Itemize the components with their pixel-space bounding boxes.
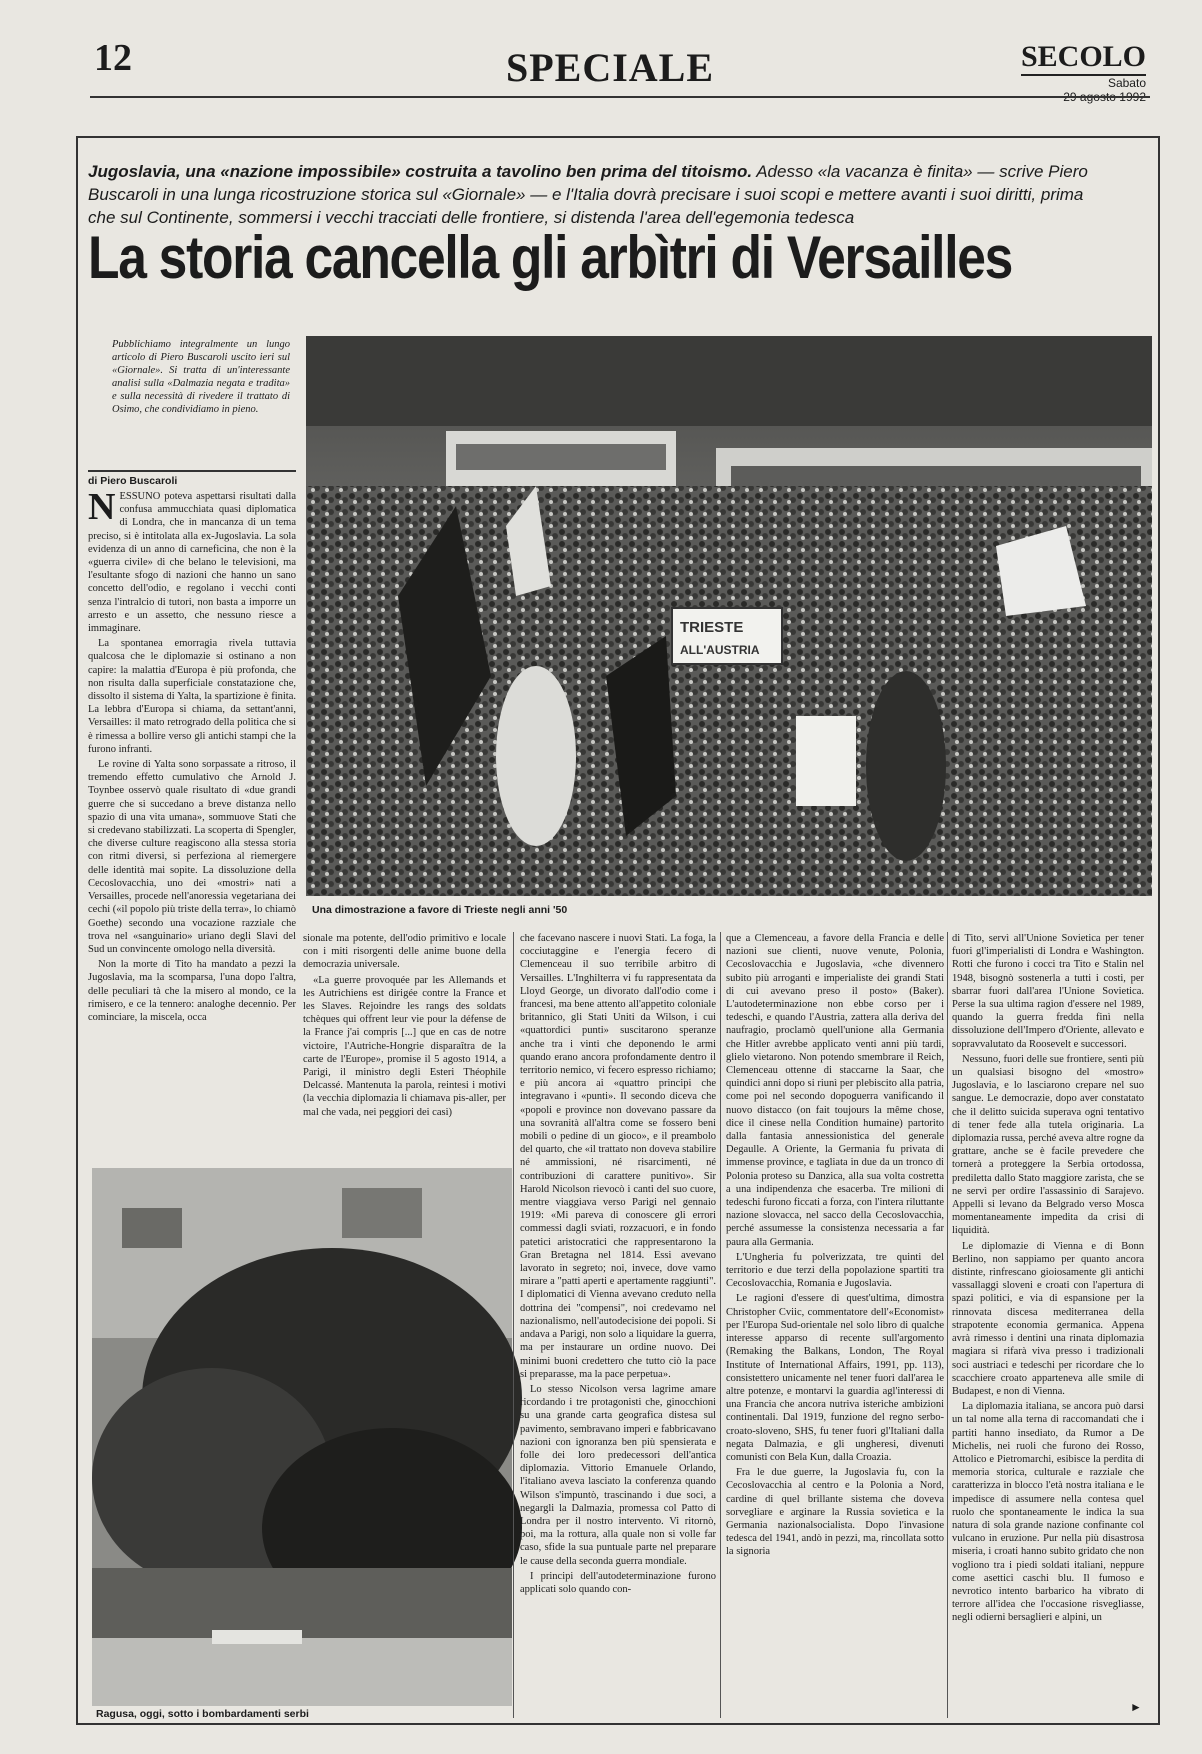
paragraph: I principi dell'autodeterminazione furono applicati solo quando con- xyxy=(520,1570,716,1595)
paragraph: L'Ungheria fu polverizzata, tre quinti del territorio e due terzi della popolazione spartiti tra Cecoslovacchia, Romania e Jugoslavia. xyxy=(726,1251,944,1290)
top-photo-caption: Una dimostrazione a favore di Trieste negli anni '50 xyxy=(312,904,568,916)
paragraph: La diplomazia italiana, se ancora può darsi un tal nome alla terna di raccomandati che i partiti hanno insediato, da Rumor a De Michelis, nei ruoli che furono dei Rosso, Attolico e Pietromarchi, esibisce la perdita di memoria storica, culturale e razziale che caratterizza in blocco l'età nostra italiana e le impedisce di assumere nella contesa quel ruolo che spontaneamente le indica la sua natura di sola grande nazione confinante col vulcano in eruzione. Pur nella più disastrosa miseria, i croati hanno subito gridato che non vogliono tra i piedi soldati italiani, neppure come asettici caschi blu. Il fumoso e nevrotico intento barbarico ha vibrato di terrore all'idea che l'occasione risvegliasse, negli odierni bersaglieri e alpini, un xyxy=(952,1401,1144,1624)
paragraph: Fra le due guerre, la Jugoslavia fu, con la Cecoslovacchia al centro e la Polonia a Nord, cardine di quel brillante sistema che doveva sorvegliare e arginare la Russia sovietica e la Germania nazionalsocialista. Dopo l'invasione tedesca del 1941, andò in pezzi, ma, rincollata sotto la signoria xyxy=(726,1467,944,1558)
paragraph: «La guerre provoquée par les Allemands et les Autrichiens est dirigée contre la France et les Slaves. Rejoindre les rangs des soldats tchèques qui offrent leur vie pour la défense de la France j'ai compris [...] que en cas de notre victoire, l'Autriche-Hongrie disparaîtra de la carte de l'Europe», promise il 5 agosto 1914, a Parigi, il ministro degli Esteri Théophile Delcassé. Mantenuta la parola, reintesi i motivi (la vecchia diplomazia li chiamava pis-aller, per mal che vada, nei peggiori dei casi) xyxy=(303,974,506,1118)
headline: La storia cancella gli arbìtri di Versailles xyxy=(88,224,1013,291)
article-kicker xyxy=(88,160,1088,229)
column-divider xyxy=(947,932,948,1718)
ragusa-photo xyxy=(92,1168,512,1706)
paragraph: Le diplomazie di Vienna e di Bonn Berlino, non sappiamo per quanto ancora distinte, rinfrescano gioiosamente gli antichi vassallaggi sloveni e croati con l'apertura di spazi politici, e via di espansione per la rinnovata discesa mediterranea della strapotente economia germanica. Appena avrà rimesso i dentini una rinata diplomazia magiara si rifarà viva presso i tradizionali soci austriaci e tedeschi per ricordare che lo scacchiere croato apparteneva alle smile di Budapest, e non di Vienna. xyxy=(952,1240,1144,1397)
paragraph: que a Clemenceau, a favore della Francia e delle nazioni sue clienti, nuove venute, Polonia, Cecoslovacchia e Jugoslavia, «che divennero subito più arroganti e imperialiste dei grandi Stati di cui avevano preso il posto» (Baker). L'autodeterminazione non ebbe corso per i tedeschi, e quando l'Austria, zattera alla deriva del naufragio, proclamò quell'unione alla Germania che Hitler avrebbe applicato venti anni più tardi, glielo vietarono. Non potendo smembrare il Reich, Clemenceau ottenne di staccarne la Saar, che quindici anni dopo si riunì per plebiscito alla patria, come poi nel secondo dopoguerra vanificando il nuovo distacco (on fait toujours la même chose, dice il cinese nella Condition humaine) partorito dalla fantasia annessionistica del generale Degaulle. A Oriente, la Germania fu privata di immense province, e tagliata in due da un tronco di Polonia proteso su Danzica, alla sua volta costretta a una indipendenza che esacerba. Tre milioni di tedeschi furono ficcati a forza, con l'intera riluttante nazione slovacca, nel sacco della Cecoslovacchia, perché assumesse la consistenza necessaria a far paura alla Germania. xyxy=(726,933,944,1248)
sign-line-1: TRIESTE xyxy=(680,619,744,636)
paragraph: Le rovine di Yalta sono sorpassate a ritroso, il tremendo effetto cumulativo che Arnold J. Toynbee osservò quale risultato di «due grandi guerre che si succedano a breve distanza nello spazio di una vita umana», sommuove Stati che si credevano stabilizzati. La scoperta di Spengler, che diverse culture reagiscono alla stessa storia con ritmi diversi, si perfeziona al riemergere delle identità mai sopite. La dissoluzione della Cecoslovacchia, uno dei «mostri» nati a Versailles, procede nell'anoressia vegetariana dei cechi («il popolo più triste della terra», lo chiamò Goethe) secondo una vocazione razziale che trova nel «sanguinario» uriano degli Slavi del Sud un convincente omologo nella diversità. xyxy=(88,759,296,955)
byline: di Piero Buscaroli xyxy=(88,470,296,487)
continue-arrow-icon: ► xyxy=(1130,1700,1142,1714)
boat xyxy=(212,1630,302,1644)
harbor-water xyxy=(92,1638,512,1706)
column-1 xyxy=(88,486,296,1023)
column-5 xyxy=(952,932,1144,1718)
drop-cap: N xyxy=(88,486,116,528)
paragraph: Lo stesso Nicolson versa lagrime amare ricordando i tre protagonisti che, ginocchioni su una grande carta geografica distesa sul pavimento, sembravano imperi e fabbricavano nazioni con ignoranza ben più spensierata e folle dei loro predecessori dell'antica diplomazia. Vittorio Emanuele Orlando, l'italiano aveva lasciato la conferenza quando Wilson s'impuntò, trascinando i due soci, a negargli la Dalmazia, promessa col Patto di Londra per il nostro intervento. Vi ritornò, poi, ma la rottura, alla quale non si volle far caso, sfide la sua puntuale parte nel preparare le cause della seconda guerra mondiale. xyxy=(520,1383,716,1567)
paragraph: ESSUNO poteva aspettarsi risultati dalla confusa ammucchiata quasi diplomatica di Londra, che in mancanza di un tema preciso, si è intitolata alla ex-Jugoslavia. La sola evidenza di un anno di carneficina, che non è la «guerra civile» di che belano le televisioni, ma l'esultante sfogo di nazioni che hanno un sano concetto dell'odio, e regolano i vecchi conti senza l'intralcio di tutori, non basta a imporre un arresto e un assetto, che nessuno riesce a immaginare. xyxy=(88,491,296,635)
paragraph: che facevano nascere i nuovi Stati. La foga, la cocciutaggine e l'energia fecero di Clemenceau il suo terribile arbitro di Versailles. L'Inghilterra vi fu rappresentata da Lloyd George, un divorato dall'odio come i francesi, ma bene attento all'appetito coloniale britannico, gli Stati Uniti da Wilson, i cui «quattordici punti» suscitarono speranze anche tra i vinti che deponendo le armi quando erano ancora profondamente dentro il territorio nemico, vi fecero espresso richiamo; e più ancora ai «quattro principi che integravano i «punti». Il secondo diceva che «popoli e province non dovevano passare da una sovranità all'altra come se fossero beni mobili o pedine di un gioco», e il preambolo del quarto, che «il trattato non doveva stabilire né ammissioni, né risarcimenti, né contribuzioni di carattere punitivo». Sir Harold Nicolson rievocò i canti del suo cuore, mentre viaggiava verso Parigi nel gennaio 1919: «Mi pareva di conoscere gli errori commessi dagli sviati, rozzacuori, e in fondo patetici aristocratici che rappresentarono la Gran Bretagna nel 1814. Essi avevano lavorato in segreto; noi, invece, dove vamo mirare a "patti aperti e apertamente raggiunti". I diplomatici di Vienna avevano creduto nella dottrina dei "compensi", noi credevamo nel nazionalismo, nell'autodecisione dei popoli. Si andava a Parigi, non solo a liquidare la guerra, ma per instaurare un ordine nuovo. Dei minimi buoni credettero che tutto ciò la pace si preparasse, ma la pace perpetua». xyxy=(520,933,716,1380)
demonstration-photo xyxy=(306,336,1152,896)
paragraph: di Tito, servì all'Unione Sovietica per tener fuori gl'imperialisti di Londra e Washington. Rotti che furono i cocci tra Tito e Stalin nel 1948, bisognò sostenerla a tutti i costi, per sbarrar fuori dall'area l'Unione Sovietica. Perse la sua ultima ragion d'essere nel 1989, quando la guerra fredda finì nella dissoluzione dell'Impero d'Oriente, allevato e sopravvalutato da Roosevelt e successori. xyxy=(952,933,1144,1050)
flag-white-lower xyxy=(796,716,856,806)
paragraph: Nessuno, fuori delle sue frontiere, sentì più un qualsiasi bisogno del «mostro» Jugoslavia, e lo lasciarono crepare nel suo sangue. Le democrazie, dopo aver constatato che il delitto suicida superava ogni tentativo di tener fede alla tutela originaria. La diplomazia russa, perché aveva altre rogne da grattare, anche se è facile prevedere che tornerà a proteggere la Serbia ortodossa, prediletta dallo Stato maggiore zarista, che se ne servì per ordire l'assassinio di Sarajevo. Appelli si levano da Belgrado verso Mosca momentaneamente impedita da crisi di liquidità. xyxy=(952,1053,1144,1237)
demonstration-illustration xyxy=(306,336,1152,896)
kicker-text: Adesso «la vacanza è finita» — scrive Piero Buscaroli in una lunga ricostruzione storica sul «Giornale» — e l'Italia dovrà precisare i suoi scopi e mettere avanti i suoi diritti, prima che sul Continente, sommersi i vecchi tracciati delle frontiere, si distenda l'area dell'egemonia tedesca xyxy=(88,162,1088,227)
masthead xyxy=(1021,40,1146,104)
paragraph: sionale ma potente, dell'odio primitivo e locale con i miti risorgenti delle anime buone della democrazia universale. xyxy=(303,933,506,971)
column-divider xyxy=(513,932,514,1718)
ragusa-illustration xyxy=(92,1168,512,1706)
figure-light-coat xyxy=(496,666,576,846)
protest-sign xyxy=(672,608,782,664)
column-3 xyxy=(520,932,716,1718)
page-number: 12 xyxy=(94,37,132,79)
paragraph: Le ragioni d'essere di quest'ultima, dimostra Christopher Cviic, commentatore dell'«Economist» per l'Europa Sud-orientale nel solo libro di qualche interesse apparso di recente sull'argomento (Remaking the Balkans, London, The Royal Institute of International Affairs, 1991, pp. 113), consistettero unicamente nel tener fuori dall'area le altre potenze, e montarvi la guardia agl'interessi di una Francia che ancora nutriva isteriche ambizioni continentali. Dal 1919, funzione del regno serbo-croato-sloveno, SHS, fu tener fuori gl'Italiani dalla negata Dalmazia, e gli ungheresi, divenuti comunisti con Bela Kun, dalla Croazia. xyxy=(726,1293,944,1463)
bottom-photo-caption: Ragusa, oggi, sotto i bombardamenti serbi xyxy=(96,1708,309,1720)
masthead-logo: SECOLO xyxy=(1021,40,1146,76)
paragraph: La spontanea emorragia rivela tuttavia qualcosa che le diplomazie si ostinano a non capire: la malattia d'Europa è più profonda, che non risulta dalla superficiale constatazione che, dissolto il sistema di Yalta, la spartizione è finita. La lebbra d'Europa si chiama, da settant'anni, Versailles: il mato retrogrado della politica che si è rimessa a bollire verso gli antichi stampi che la furono infranti. xyxy=(88,638,296,755)
kicker-lead: Jugoslavia, una «nazione impossibile» costruita a tavolino ben prima del titoismo. xyxy=(88,162,753,181)
column-4 xyxy=(726,932,944,1718)
section-title: SPECIALE xyxy=(505,45,715,90)
column-divider xyxy=(720,932,721,1718)
header-rule xyxy=(90,96,1150,98)
issue-day: Sabato xyxy=(1107,76,1146,90)
sign-line-2: ALL'AUSTRIA xyxy=(680,643,760,657)
paragraph: Non la morte di Tito ha mandato a pezzi la Jugoslavia, ma la scomparsa, l'una dopo l'altra, delle peculiari tà che la misero al mondo, ce la rimisero, e ce la tennero: analoghe decennio. Per cominciare, la miscela, occa xyxy=(88,959,296,1023)
editor-intro: Pubblichiamo integralmente un lungo articolo di Piero Buscaroli uscito ieri sul «Giornale». Si tratta di un'interessante analisi sulla «Dalmazia negata e tradita» e sulla necessità di rivedere il trattato di Osimo, che condividiamo in pieno. xyxy=(112,339,290,415)
column-2 xyxy=(303,932,506,1158)
figure-dark-coat xyxy=(866,671,946,861)
